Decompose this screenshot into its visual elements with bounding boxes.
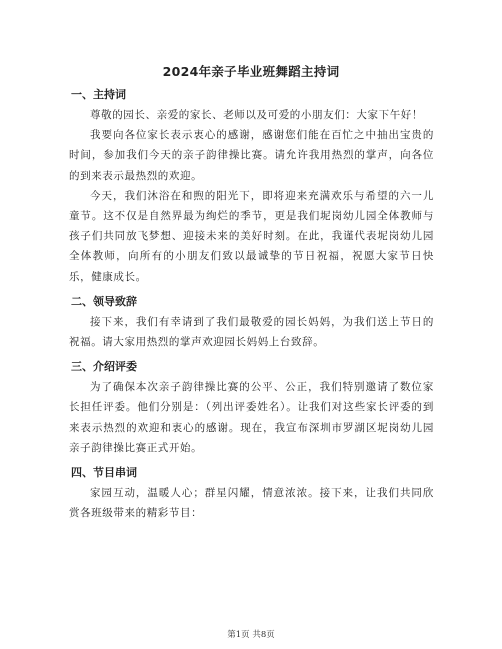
paragraph: 接下来，我们有幸请到了我们最敬爱的园长妈妈，为我们送上节日的祝福。请大家用热烈的掌声欢迎园长妈妈上台致辞。 [69,315,434,349]
paragraph: 家园互动，温暖人心；群星闪耀，情意浓浓。接下来，让我们共同欣赏各班级带来的精彩节目： [69,487,434,520]
page-number-footer: 第1页 共8页 [227,630,275,640]
section-heading: 四、节目串词 [71,466,137,480]
section-heading: 三、介绍评委 [71,360,137,374]
document-body [69,86,434,523]
paragraph: 我要向各位家长表示衷心的感谢，感谢您们能在百忙之中抽出宝贵的时间，参加我们今天的亲子韵律操比赛。请允许我用热烈的掌声，向各位的到来表示最热烈的欢迎。 [69,129,434,182]
paragraph: 为了确保本次亲子韵律操比赛的公平、公正，我们特别邀请了数位家长担任评委。他们分别是：（列出评委姓名）。让我们对这些家长评委的到来表示热烈的欢迎和衷心的感谢。现在，我宣布深圳市罗湖区坭岗幼儿园亲子韵律操比赛正式开始。 [69,381,434,454]
document-title: 2024年亲子毕业班舞蹈主持词 [162,64,340,79]
paragraph: 尊敬的园长、亲爱的家长、老师以及可爱的小朋友们：大家下午好！ [90,109,423,121]
paragraph: 今天，我们沐浴在和煦的阳光下，即将迎来充满欢乐与希望的六一儿童节。这不仅是自然界最为绚烂的季节，更是我们坭岗幼儿园全体教师与孩子们共同放飞梦想、迎接未来的美好时刻。在此，我谨代表坭岗幼儿园全体教师，向所有的小朋友们致以最诚挚的节日祝福，祝愿大家节日快乐，健康成长。 [69,189,434,283]
section-heading: 一、主持词 [71,88,126,101]
section-heading: 二、领导致辞 [71,294,137,308]
